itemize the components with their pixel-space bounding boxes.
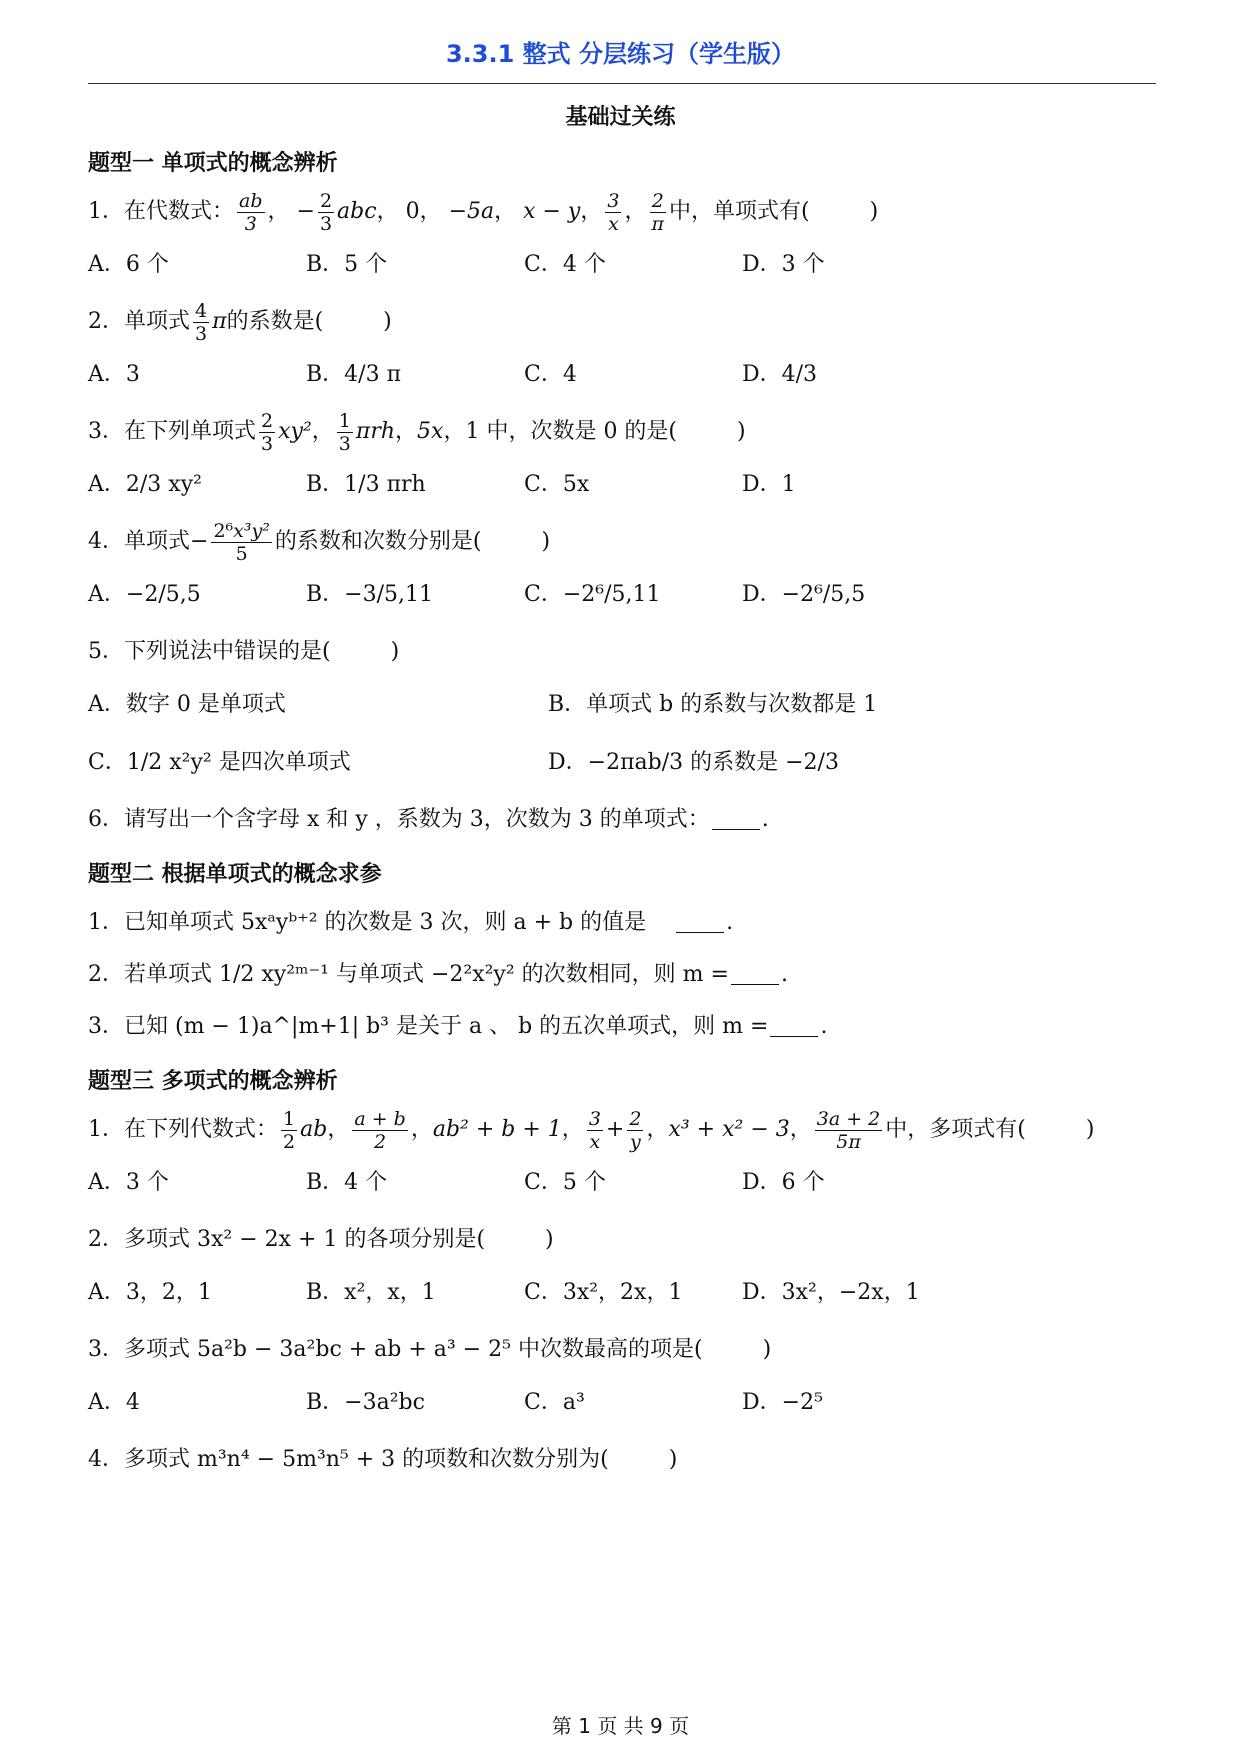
type3-q3-options bbox=[88, 1379, 1156, 1427]
type1-question-6: 6． 请写出一个含字母 x 和 y ，系数为 3，次数为 3 的单项式： . bbox=[88, 807, 769, 832]
expr-2-over-pi: $\frac{2}{\pi}$ bbox=[651, 189, 664, 235]
option-a[interactable]: A．6 个 bbox=[88, 252, 169, 277]
type2-question-2: 2． 若单项式 1/2 xy²ᵐ⁻¹ 与单项式 −2²x²y² 的次数相同，则 m = . bbox=[88, 962, 788, 987]
expr-2-over-3: $\frac{2}{3}$ bbox=[319, 189, 333, 235]
option-c[interactable]: C．5 个 bbox=[524, 1170, 606, 1195]
expr-3-over-x: $\frac{3}{x}$ bbox=[607, 189, 620, 235]
content bbox=[88, 132, 1156, 1489]
option-a[interactable]: A．−2/5,5 bbox=[88, 582, 201, 607]
type1-question-4: 4． 单项式 − $\frac{\text{2⁶x³y²}}{5}$ 的系数和次数分别是( ) bbox=[88, 519, 551, 565]
option-d[interactable]: D．−2πab/3 的系数是 −2/3 bbox=[548, 750, 839, 775]
answer-blank[interactable] bbox=[712, 811, 760, 830]
type2-question-3: 3． 已知 (m − 1)a^|m+1| b³ 是关于 a 、 b 的五次单项式，则 m = . bbox=[88, 1014, 828, 1039]
option-c[interactable]: C．1/2 x²y² 是四次单项式 bbox=[88, 750, 351, 775]
type3-question-3: 3． 多项式 5a²b − 3a²bc + ab + a³ − 2⁵ 中次数最高的项是( ) bbox=[88, 1337, 772, 1362]
option-b[interactable]: B．4/3 π bbox=[306, 362, 402, 387]
option-c[interactable]: C．5x bbox=[524, 472, 590, 497]
type1-q4-options bbox=[88, 571, 1156, 619]
option-a[interactable]: A．4 bbox=[88, 1390, 140, 1415]
type1-q2-options bbox=[88, 351, 1156, 399]
option-a[interactable]: A．3 个 bbox=[88, 1170, 169, 1195]
option-b[interactable]: B．−3a²bc bbox=[306, 1390, 425, 1415]
type1-q1-options bbox=[88, 241, 1156, 289]
expr-4-over-3: $\frac{4}{3}$ bbox=[195, 299, 208, 345]
answer-blank[interactable] bbox=[770, 1018, 818, 1037]
option-d[interactable]: D．−2⁶/5,5 bbox=[742, 582, 866, 607]
option-b[interactable]: B．x²，x，1 bbox=[306, 1280, 436, 1305]
type1-q5-options-row1 bbox=[88, 681, 1156, 729]
option-d[interactable]: D．4/3 bbox=[742, 362, 818, 387]
option-c[interactable]: C．a³ bbox=[524, 1390, 585, 1415]
option-c[interactable]: C．4 bbox=[524, 362, 577, 387]
option-a[interactable]: A．2/3 xy² bbox=[88, 472, 202, 497]
type3-q1-options bbox=[88, 1159, 1156, 1207]
section-title: 基础过关练 bbox=[565, 105, 676, 130]
answer-blank[interactable] bbox=[676, 914, 724, 933]
header-divider bbox=[88, 83, 1156, 84]
option-b[interactable]: B．5 个 bbox=[306, 252, 388, 277]
option-a[interactable]: A．3，2，1 bbox=[88, 1280, 212, 1305]
type1-q5-options-row2 bbox=[88, 739, 1156, 787]
option-b[interactable]: B．4 个 bbox=[306, 1170, 388, 1195]
type2-heading: 题型二 根据单项式的概念求参 bbox=[88, 862, 382, 887]
option-d[interactable]: D．−2⁵ bbox=[742, 1390, 823, 1415]
type1-q3-options bbox=[88, 461, 1156, 509]
type1-question-5: 5． 下列说法中错误的是( ) bbox=[88, 639, 400, 664]
option-c[interactable]: C．−2⁶/5,11 bbox=[524, 582, 661, 607]
expr-ab-over-3: $\frac{ab}{3}$ bbox=[239, 189, 263, 235]
type3-q2-options bbox=[88, 1269, 1156, 1317]
option-c[interactable]: C．4 个 bbox=[524, 252, 606, 277]
type1-question-2: 2． 单项式 $\frac{4}{3}$ π 的系数是( ) bbox=[88, 299, 392, 345]
type1-heading: 题型一 单项式的概念辨析 bbox=[88, 151, 338, 176]
type3-question-1: 1． 在下列代数式： $\frac{1}{2}$ ab ， $\frac{a + b}{2}$ ， ab² + b + 1 ， $\frac{3}{x}$ + $\frac{2}{y}$ ， x³ + x² − 3 ， $\frac{3a + 2}{5\pi}$ 中，多项式有( ) bbox=[88, 1107, 1095, 1153]
option-b[interactable]: B．−3/5,11 bbox=[306, 582, 433, 607]
type3-question-4: 4． 多项式 m³n⁴ − 5m³n⁵ + 3 的项数和次数分别为( ) bbox=[88, 1447, 678, 1472]
type1-question-1: 1． 在代数式： $\frac{ab}{3}$ ， − $\frac{2}{3}$ abc ， 0， −5a ， x − y ， $\frac{3}{x}$ ， $\frac{2}{\pi}$ 中，单项式有( ) bbox=[88, 189, 879, 235]
document-title: 3.3.1 整式 分层练习（学生版） bbox=[445, 40, 796, 68]
option-b[interactable]: B．单项式 b 的系数与次数都是 1 bbox=[548, 692, 878, 717]
answer-blank[interactable] bbox=[731, 966, 779, 985]
option-a[interactable]: A．数字 0 是单项式 bbox=[88, 692, 286, 717]
type3-heading: 题型三 多项式的概念辨析 bbox=[88, 1069, 338, 1094]
option-d[interactable]: D．3 个 bbox=[742, 252, 825, 277]
option-d[interactable]: D．3x²，−2x，1 bbox=[742, 1280, 920, 1305]
option-d[interactable]: D．1 bbox=[742, 472, 796, 497]
option-b[interactable]: B．1/3 πrh bbox=[306, 472, 426, 497]
option-d[interactable]: D．6 个 bbox=[742, 1170, 825, 1195]
option-c[interactable]: C．3x²，2x，1 bbox=[524, 1280, 683, 1305]
type3-question-2: 2． 多项式 3x² − 2x + 1 的各项分别是( ) bbox=[88, 1227, 554, 1252]
type1-question-3: 3． 在下列单项式 $\frac{2}{3}$ xy² ， $\frac{1}{3}$ πrh ， 5x ，1 中，次数是 0 的是( ) bbox=[88, 409, 746, 455]
page-footer: 第 1 页 共 9 页 bbox=[551, 1714, 690, 1738]
type2-question-1: 1． 已知单项式 5xᵃyᵇ⁺² 的次数是 3 次，则 a + b 的值是 . bbox=[88, 910, 734, 935]
option-a[interactable]: A．3 bbox=[88, 362, 140, 387]
